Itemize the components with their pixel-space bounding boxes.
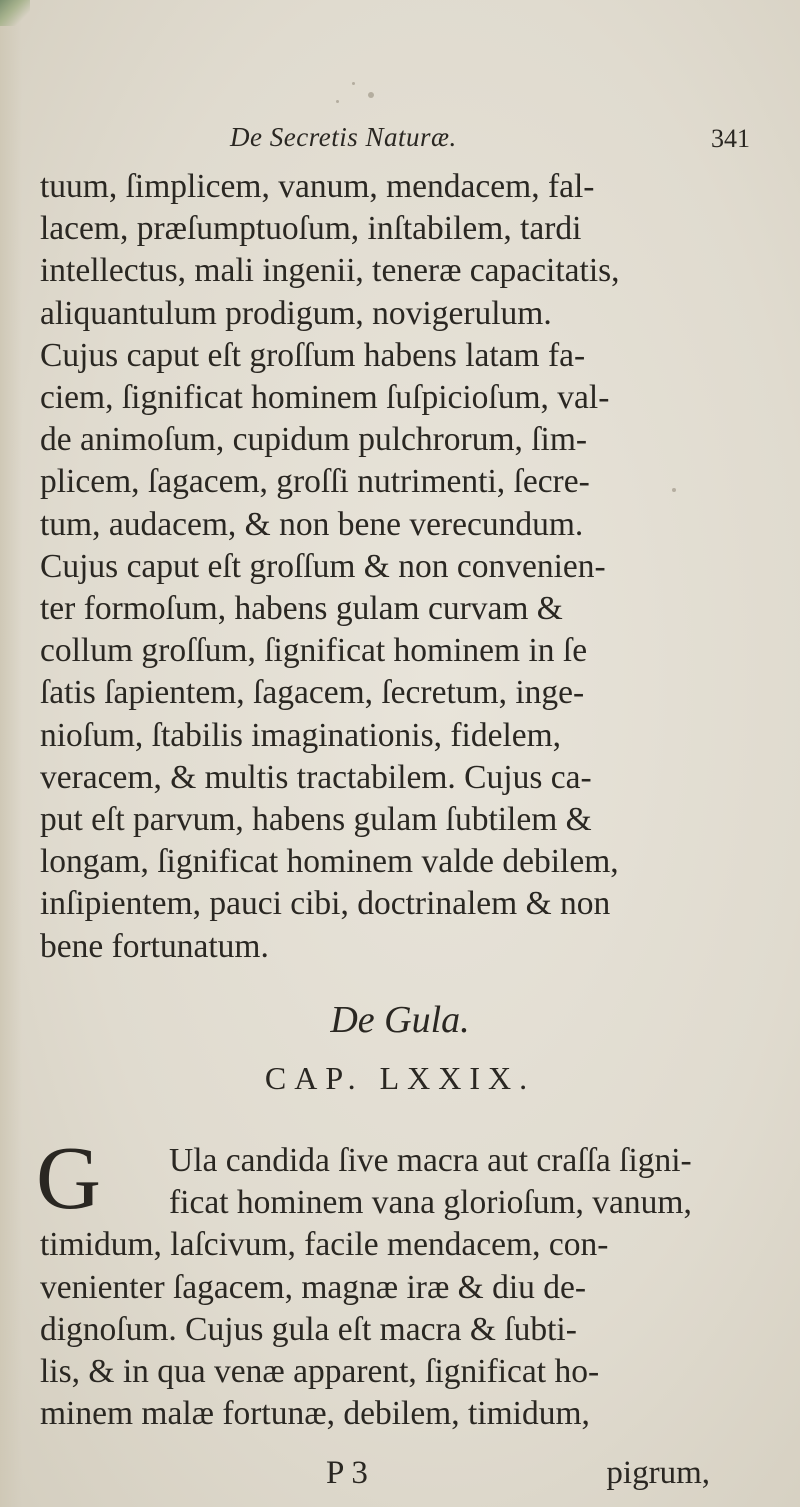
text-line: dignoſum. Cujus gula eſt macra & ſubti-: [40, 1310, 577, 1348]
drop-cap: G: [36, 1129, 101, 1228]
text-line: bene fortunatum.: [40, 927, 269, 965]
text-line: aliquantulum prodigum, novigerulum.: [40, 294, 552, 332]
paper-speck: [352, 82, 355, 85]
text-line: minem malæ fortunæ, debilem, timidum,: [40, 1395, 590, 1433]
paper-speck: [368, 92, 374, 98]
text-line: ficat hominem vana glorioſum, vanum,: [169, 1184, 692, 1222]
text-line: put eſt parvum, habens gulam ſubtilem &: [40, 801, 592, 839]
text-line: lis, & in qua venæ apparent, ſignificat ho-: [40, 1353, 600, 1391]
paper-speck: [336, 100, 339, 103]
page-number: 341: [711, 124, 750, 153]
text-line: longam, ſignificat hominem valde debilem,: [40, 843, 619, 881]
text-line: lacem, præſumptuoſum, inſtabilem, tardi: [40, 210, 582, 248]
text-line: nioſum, ſtabilis imaginationis, fidelem,: [40, 716, 562, 754]
page-edge-shadow: [0, 0, 22, 1507]
text-line: timidum, laſcivum, facile mendacem, con-: [40, 1226, 609, 1264]
text-line: de animoſum, cupidum pulchrorum, ſim-: [40, 421, 588, 459]
body-text: [40, 166, 760, 968]
page-footer: [40, 1455, 760, 1499]
running-head: [230, 122, 750, 162]
text-line: ter formoſum, habens gulam curvam &: [40, 590, 563, 628]
text-line: ciem, ſignificat hominem ſuſpicioſum, val-: [40, 379, 610, 417]
text-line: plicem, ſagacem, groſſi nutrimenti, ſecre-: [40, 463, 590, 501]
section-title: De Gula.: [330, 999, 470, 1041]
text-line: venienter ſagacem, magnæ iræ & diu de-: [40, 1268, 587, 1306]
catchword: pigrum,: [606, 1455, 710, 1491]
text-line: tum, audacem, & non bene verecundum.: [40, 505, 584, 543]
text-line: veracem, & multis tractabilem. Cujus ca-: [40, 758, 592, 796]
text-line: collum groſſum, ſignificat hominem in ſe: [40, 632, 588, 670]
running-title: De Secretis Naturæ.: [230, 122, 457, 152]
text-line: inſipientem, pauci cibi, doctrinalem & non: [40, 885, 611, 923]
chapter-body: [36, 1129, 760, 1435]
text-line: tuum, ſimplicem, vanum, mendacem, fal-: [40, 168, 595, 205]
text-line: ſatis ſapientem, ſagacem, ſecretum, inge-: [40, 674, 585, 712]
text-line: Cujus caput eſt groſſum & non convenien-: [40, 547, 606, 585]
corner-stain: [0, 0, 30, 26]
text-line: Cujus caput eſt groſſum habens latam fa-: [40, 336, 586, 374]
text-line: Ula candida ſive macra aut craſſa ſigni-: [169, 1142, 692, 1179]
chapter-heading: CAP. LXXIX.: [264, 1060, 536, 1096]
signature-mark: P 3: [326, 1455, 368, 1491]
text-line: intellectus, mali ingenii, teneræ capacitatis,: [40, 252, 620, 290]
